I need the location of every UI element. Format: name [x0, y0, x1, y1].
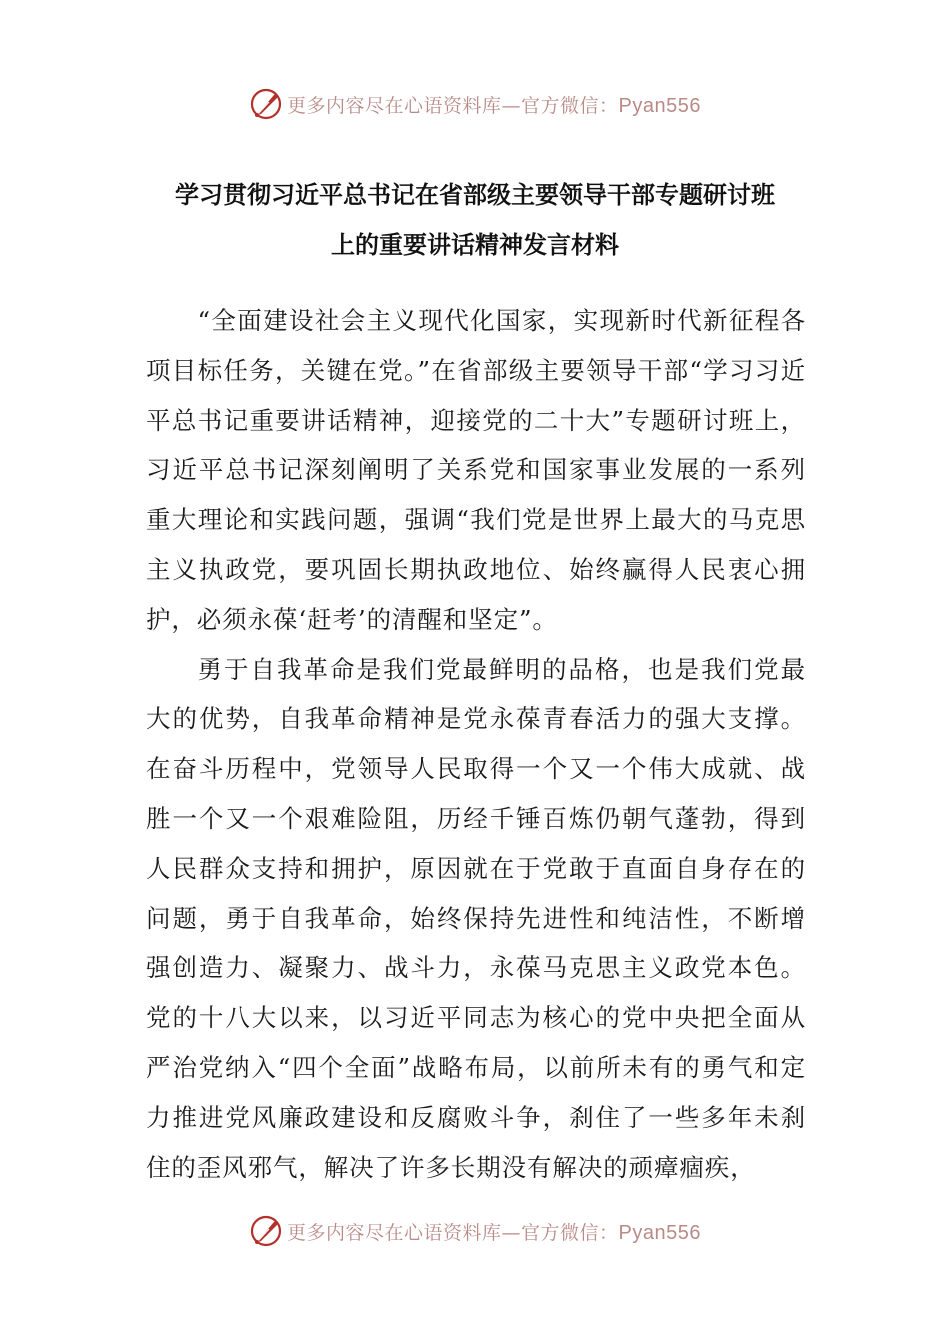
document-body [146, 296, 806, 1192]
paragraph: “全面建设社会主义现代化国家，实现新时代新征程各项目标任务，关键在党。”在省部级主要领导干部“学习习近平总书记重要讲话精神，迎接党的二十大”专题研讨班上，习近平总书记深刻阐明了关系党和国家事业发展的一系列重大理论和实践问题，强调“我们党是世界上最大的马克思主义执政党，要巩固长期执政地位、始终赢得人民衷心拥护，必须永葆‘赶考’的清醒和坚定”。 [146, 306, 806, 634]
title-line-2: 上的重要讲话精神发言材料 [331, 231, 619, 259]
quill-pen-logo-icon [249, 87, 283, 121]
quill-pen-logo-icon [249, 1214, 283, 1248]
header-watermark [0, 84, 950, 124]
watermark-text: 更多内容尽在心语资料库—官方微信：Pyan556 [287, 94, 701, 117]
paragraph: 勇于自我革命是我们党最鲜明的品格，也是我们党最大的优势，自我革命精神是党永葆青春活力的强大支撑。在奋斗历程中，党领导人民取得一个又一个伟大成就、战胜一个又一个艰难险阻，历经千锤百炼仍朝气蓬勃，得到人民群众支持和拥护，原因就在于党敢于直面自身存在的问题，勇于自我革命，始终保持先进性和纯洁性，不断增强创造力、凝聚力、战斗力，永葆马克思主义政党本色。党的十八大以来，以习近平同志为核心的党中央把全面从严治党纳入“四个全面”战略布局，以前所未有的勇气和定力推进党风廉政建设和反腐败斗争，刹住了一些多年未刹住的歪风邪气，解决了许多长期没有解决的顽瘴痼疾， [146, 654, 806, 1182]
document-title [140, 170, 810, 270]
title-line-1: 学习贯彻习近平总书记在省部级主要领导干部专题研讨班 [175, 181, 775, 209]
watermark-text: 更多内容尽在心语资料库—官方微信：Pyan556 [287, 1221, 701, 1244]
footer-watermark [0, 1211, 950, 1251]
